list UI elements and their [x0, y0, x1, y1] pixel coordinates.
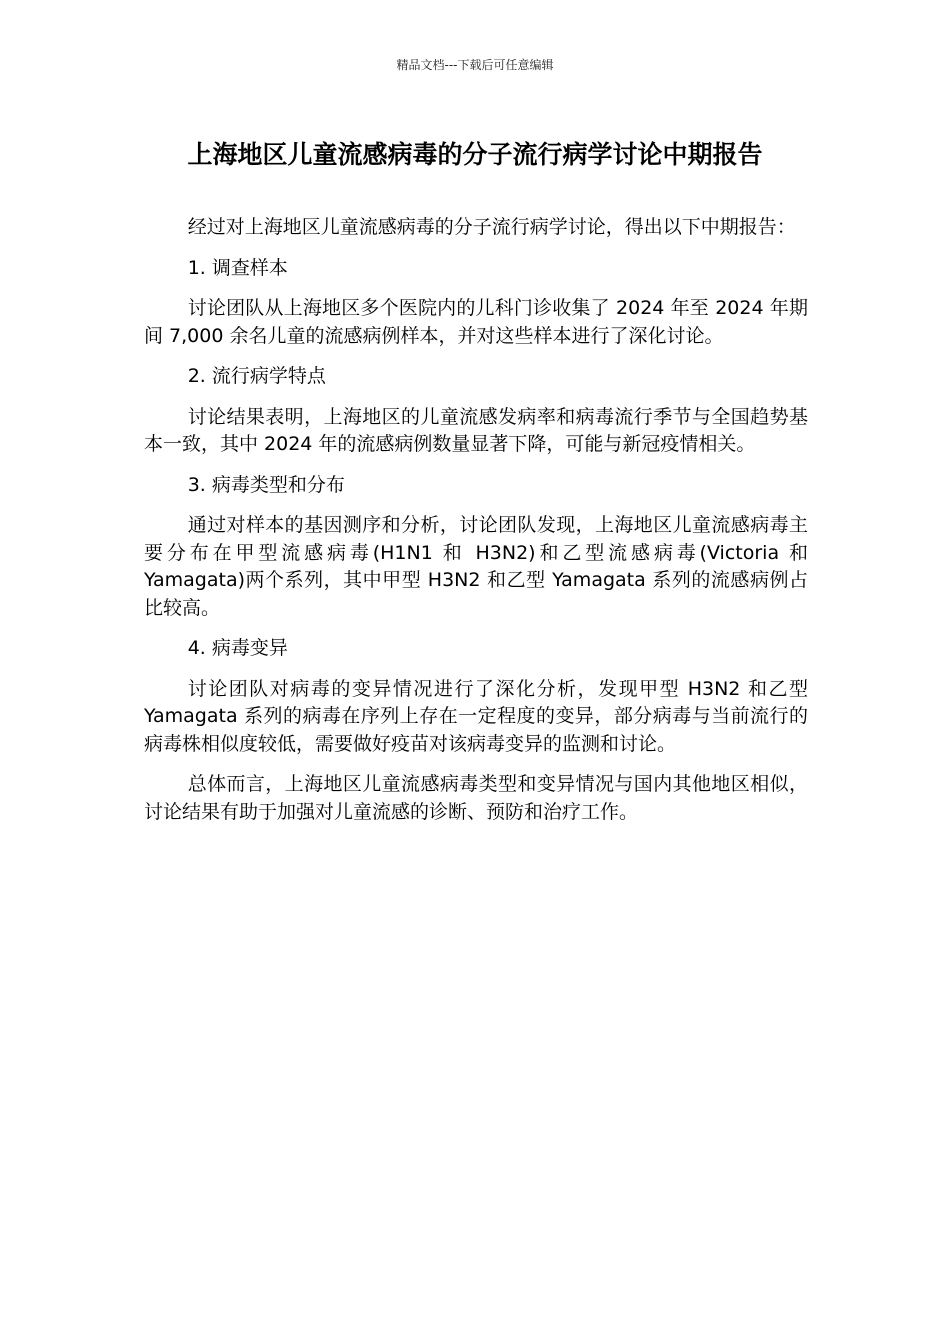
section-body: 通过对样本的基因测序和分析，讨论团队发现，上海地区儿童流感病毒主要分布在甲型流感病毒(H1N1 和 H3N2)和乙型流感病毒(Victoria 和 Yamagata)两个系列，其中甲型 H3N2 和乙型 Yamagata 系列的流感病例占比较高。	[144, 514, 808, 619]
section-body: 讨论结果表明，上海地区的儿童流感发病率和病毒流行季节与全国趋势基本一致，其中 2024 年的流感病例数量显著下降，可能与新冠疫情相关。	[144, 405, 808, 455]
conclusion-paragraph: 总体而言，上海地区儿童流感病毒类型和变异情况与国内其他地区相似，讨论结果有助于加强对儿童流感的诊断、预防和治疗工作。	[144, 773, 808, 823]
header-note: 精品文档---下载后可任意编辑	[396, 58, 554, 72]
section-body: 讨论团队对病毒的变异情况进行了深化分析，发现甲型 H3N2 和乙型 Yamagata 系列的病毒在序列上存在一定程度的变异，部分病毒与当前流行的病毒株相似度较低，需要做好疫苗对该病毒变异的监测和讨论。	[144, 677, 808, 755]
document-body	[144, 214, 808, 839]
section-heading: 1. 调查样本	[187, 256, 288, 279]
section-heading: 2. 流行病学特点	[187, 365, 326, 387]
document-title: 上海地区儿童流感病毒的分子流行病学讨论中期报告	[187, 140, 763, 169]
section-heading: 3. 病毒类型和分布	[187, 473, 345, 496]
intro-paragraph: 经过对上海地区儿童流感病毒的分子流行病学讨论，得出以下中期报告：	[187, 216, 796, 238]
section-heading: 4. 病毒变异	[187, 637, 288, 659]
section-body: 讨论团队从上海地区多个医院内的儿科门诊收集了 2024 年至 2024 年期间 7,000 余名儿童的流感病例样本，并对这些样本进行了深化讨论。	[144, 297, 808, 347]
